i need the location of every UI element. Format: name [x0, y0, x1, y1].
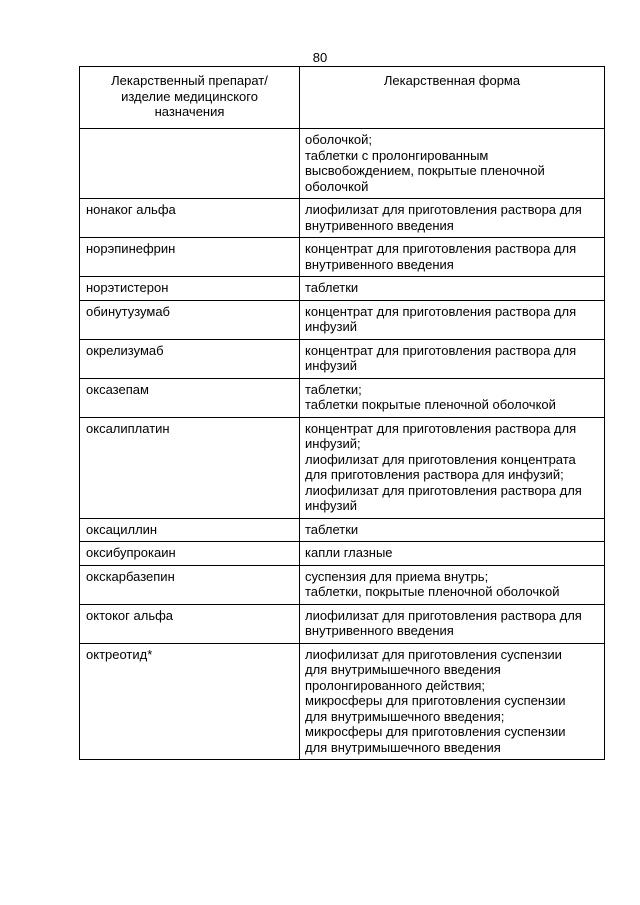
dosage-form-line: оболочкой: [305, 178, 369, 194]
drug-name-cell: оксазепам: [80, 378, 300, 417]
drug-name-cell: окскарбазепин: [80, 565, 300, 604]
dosage-form-line: лиофилизат для приготовления раствора для: [305, 482, 582, 498]
dosage-form-line: таблетки;: [305, 381, 362, 397]
dosage-form-line: суспензия для приема внутрь;: [305, 568, 489, 584]
dosage-form-cell: [300, 643, 605, 760]
dosage-form-line: капли глазные: [305, 545, 393, 560]
dosage-form-cell: [300, 518, 605, 542]
table-row: [80, 518, 605, 542]
dosage-form-line: концентрат для приготовления раствора для: [305, 241, 577, 256]
dosage-form-line: лиофилизат для приготовления концентрата: [305, 451, 576, 467]
dosage-form-line: для внутримышечного введения: [305, 662, 501, 677]
dosage-form-line: микросферы для приготовления суспензии: [305, 724, 566, 739]
drug-name-cell: оксациллин: [80, 518, 300, 542]
dosage-form-line: микросферы для приготовления суспензии: [305, 693, 566, 708]
dosage-form-cell: [300, 238, 605, 277]
drug-name-cell: окрелизумаб: [80, 339, 300, 378]
drug-name-cell: норэпинефрин: [80, 238, 300, 277]
dosage-form-line: для внутримышечного введения: [305, 739, 501, 755]
dosage-form-line: лиофилизат для приготовления раствора для: [305, 202, 582, 217]
dosage-form-cell: [300, 339, 605, 378]
dosage-form-line: высвобождением, покрытые пленочной: [305, 163, 545, 178]
dosage-form-cell: [300, 199, 605, 238]
drug-name-cell: октреотид*: [80, 643, 300, 760]
table-row: [80, 129, 605, 199]
drug-name-cell: нонаког альфа: [80, 199, 300, 238]
dosage-form-cell: [300, 542, 605, 566]
dosage-form-cell: [300, 277, 605, 301]
dosage-form-cell: [300, 565, 605, 604]
dosage-form-line: таблетки с пролонгированным: [305, 147, 489, 163]
table-body: [80, 129, 605, 760]
dosage-form-line: инфузий;: [305, 436, 361, 451]
page-number: 80: [312, 50, 328, 65]
dosage-form-line: внутривенного введения: [305, 623, 454, 638]
table-row: [80, 604, 605, 643]
dosage-form-cell: [300, 129, 605, 199]
table-row: [80, 643, 605, 760]
header-dosage-form: Лекарственная форма: [300, 67, 605, 129]
dosage-form-line: концентрат для приготовления раствора для: [305, 342, 577, 358]
table-row: [80, 565, 605, 604]
dosage-form-line: концентрат для приготовления раствора для: [305, 420, 577, 436]
table-row: [80, 238, 605, 277]
dosage-form-line: внутривенного введения: [305, 256, 454, 272]
drug-name-cell: оксибупрокаин: [80, 542, 300, 566]
dosage-form-line: инфузий: [305, 319, 357, 334]
table-row: [80, 300, 605, 339]
dosage-form-line: лиофилизат для приготовления раствора для: [305, 607, 582, 623]
table-row: [80, 339, 605, 378]
dosage-form-cell: [300, 604, 605, 643]
dosage-form-line: таблетки: [305, 521, 359, 537]
header-drug-name: Лекарственный препарат/ изделие медицинского назначения: [80, 67, 300, 129]
table-row: [80, 417, 605, 518]
drug-name-cell: норэтистерон: [80, 277, 300, 301]
drug-name-cell: обинутузумаб: [80, 300, 300, 339]
dosage-form-line: внутривенного введения: [305, 217, 454, 233]
table-row: [80, 199, 605, 238]
table-row: [80, 277, 605, 301]
dosage-form-line: для внутримышечного введения;: [305, 708, 505, 724]
dosage-form-line: инфузий: [305, 358, 357, 373]
dosage-form-line: таблетки, покрытые пленочной оболочкой: [305, 584, 560, 599]
dosage-form-line: лиофилизат для приготовления суспензии: [305, 646, 562, 662]
dosage-form-line: пролонгированного действия;: [305, 677, 486, 693]
dosage-form-cell: [300, 378, 605, 417]
dosage-form-line: концентрат для приготовления раствора для: [305, 303, 577, 319]
dosage-form-line: таблетки: [305, 280, 359, 295]
dosage-form-cell: [300, 300, 605, 339]
table-row: [80, 378, 605, 417]
drug-table: [79, 66, 605, 760]
dosage-form-line: оболочкой;: [305, 132, 373, 147]
dosage-form-line: инфузий: [305, 498, 357, 513]
table-row: [80, 542, 605, 566]
table-header-row: [80, 67, 605, 129]
dosage-form-line: таблетки покрытые пленочной оболочкой: [305, 397, 556, 412]
drug-name-cell: [80, 129, 300, 199]
dosage-form-line: для приготовления раствора для инфузий;: [305, 467, 564, 482]
drug-name-cell: оксалиплатин: [80, 417, 300, 518]
drug-name-cell: октоког альфа: [80, 604, 300, 643]
dosage-form-cell: [300, 417, 605, 518]
